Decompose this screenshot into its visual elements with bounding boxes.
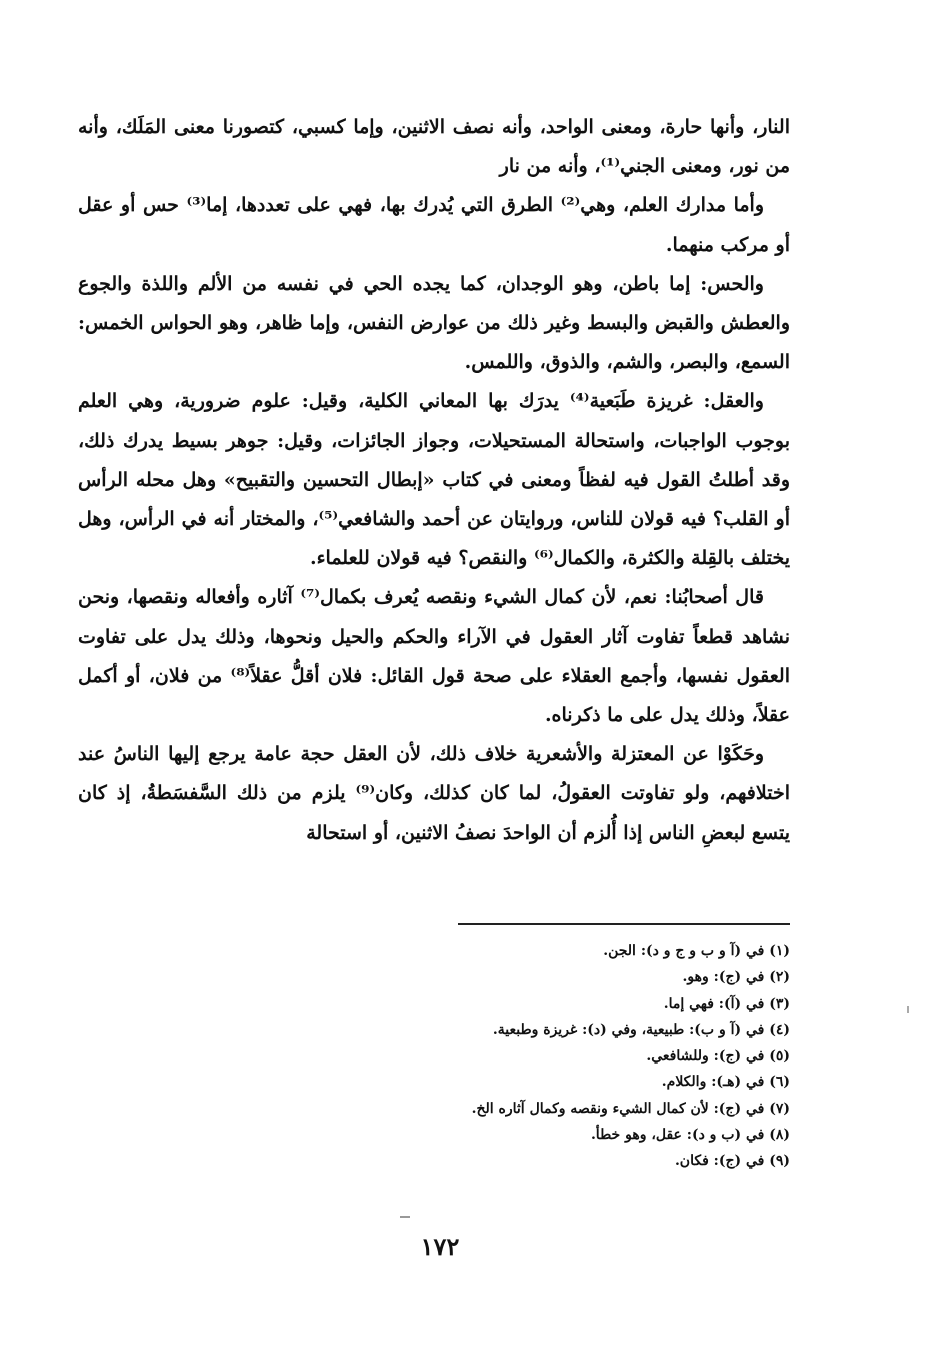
footnote: (١) في (آ و ب و ج و د): الجن. <box>603 943 790 959</box>
footnote: (٩) في (ج): فكان. <box>674 1153 790 1170</box>
footnote: (٢) في (ج): وهو. <box>682 969 790 986</box>
scan-speck <box>400 1216 410 1218</box>
paragraph: وأما مدارك العلم، وهي⁽²⁾ الطرق التي يُدرك بها، فهي على تعددها، إما⁽³⁾ حس أو عقل أو مركب منهما. <box>78 194 790 256</box>
footnote: (٧) في (ج): لأن كمال الشيء ونقصه وكمال آثاره الخ. <box>471 1100 790 1117</box>
footnotes <box>280 938 790 1175</box>
page-number: ١٧٢ <box>420 1232 460 1261</box>
paragraph: النار، وأنها حارة، ومعنى الواحد، وأنه نصف الاثنين، وإما كسبي، كتصورنا معنى المَلَك، وأنه من نور، ومعنى الجني⁽¹⁾، وأنه من نار <box>78 116 790 178</box>
footnote-divider <box>458 923 790 925</box>
paragraph: قال أصحابُنا: نعم، لأن كمال الشيء ونقصه يُعرف بكمال⁽⁷⁾ آثاره وأفعاله ونقصها، ونحن نشاهد قطعاً تفاوت آثار العقول في الآراء والحكم والحيل ونحوها، وذلك يدل على تفاوت العقول نفسها، وأجمع العقلاء على صحة قول القائل: فلان أقلُّ عقلاً⁽⁸⁾ من فلان، أو أكمل عقلاً، وذلك يدل على ما ذكرناه. <box>78 586 791 727</box>
footnote: (٥) في (ج): وللشافعي. <box>646 1048 790 1065</box>
main-text <box>78 108 790 853</box>
footnote: (٣) في (آ): فهي إما. <box>663 995 790 1012</box>
paragraph: والحس: إما باطن، وهو الوجدان، كما يجده الحي في نفسه من الألم واللذة والجوع والعطش والقبض والبسط وغير ذلك من عوارض النفس، وإما ظاهر، وهو الحواس الخمس: السمع، والبصر، والشم، والذوق، واللمس. <box>78 272 790 374</box>
footnote: (٨) في (ب و د): عقل، وهو خطأ. <box>590 1127 790 1144</box>
edge-speck <box>907 1006 909 1013</box>
paragraph: وحَكَوْا عن المعتزلة والأشعرية خلاف ذلك، لأن العقل حجة عامة يرجع إليها الناسُ عند اختلافهم، ولو تفاوتت العقولُ، لما كان كذلك، وكان⁽⁹⁾ يلزم من ذلك السَّفسَطةُ، إذ كان يتسع لبعضِ الناس إذا أُلزم أن الواحدَ نصفُ الاثنين، أو استحالة <box>78 743 790 844</box>
footnote: (٦) في (هـ): والكلام. <box>661 1074 790 1091</box>
paragraph: والعقل: غريزة طَبَعية⁽⁴⁾ يدرَك بها المعاني الكلية، وقيل: علوم ضرورية، وهي العلم بوجوب الواجبات، واستحالة المستحيلات، وجواز الجائزات، وقيل: جوهر بسيط يدرك ذلك، وقد أطلتُ القول فيه لفظاً ومعنى في كتاب «إبطال التحسين والتقبيح» وهل محله الرأس أو القلب؟ فيه قولان للناس، وروايتان عن أحمد والشافعي⁽⁵⁾، والمختار أنه في الرأس، وهل يختلف بالقِلة والكثرة، والكمال⁽⁶⁾ والنقص؟ فيه قولان للعلماء. <box>78 390 790 570</box>
footnote: (٤) في (آ و ب): طبيعية، وفي (د): غريزة وطبعية. <box>492 1021 790 1038</box>
